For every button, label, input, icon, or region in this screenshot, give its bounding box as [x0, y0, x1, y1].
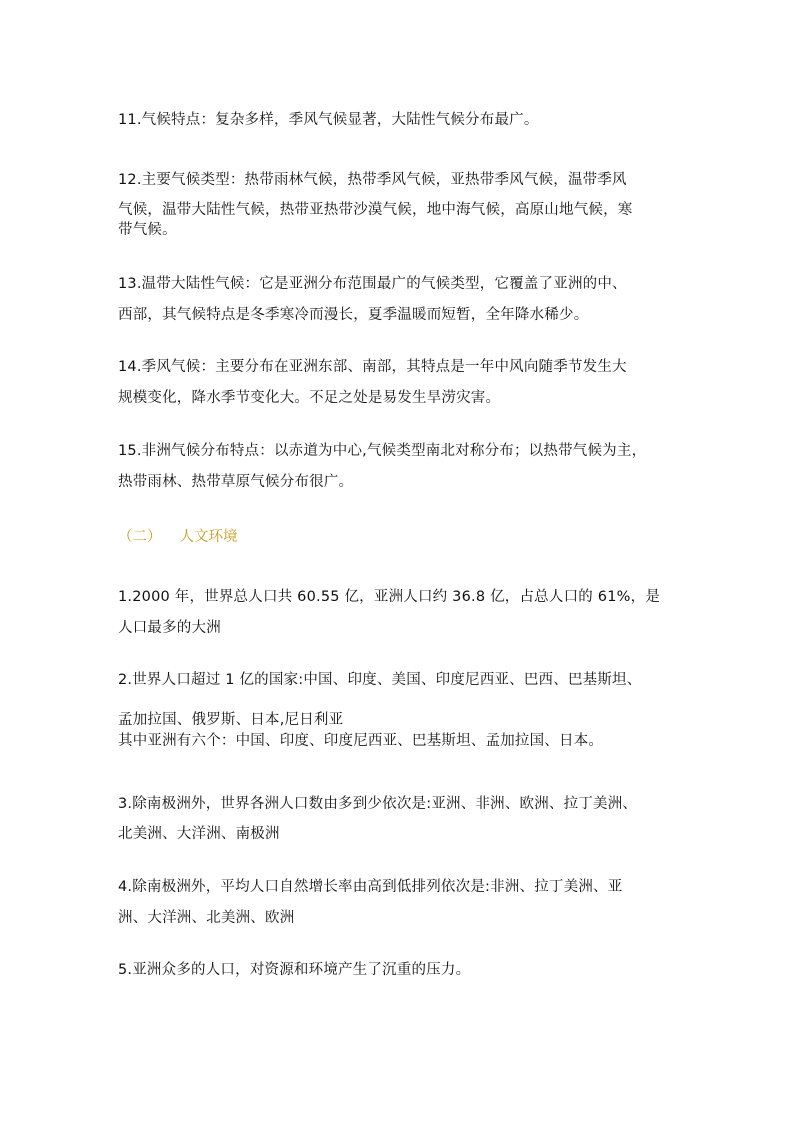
paragraph-h3 [118, 794, 698, 844]
paragraph-12-line-1: 12.主要气候类型：热带雨林气候，热带季风气候，亚热带季风气候，温带季风 [118, 172, 627, 188]
paragraph-13-line-1: 13.温带大陆性气候：它是亚洲分布范围最广的气候类型，它覆盖了亚洲的中、 [118, 276, 627, 292]
paragraph-15 [118, 441, 698, 492]
paragraph-h2-line-2: 孟加拉国、俄罗斯、日本,尼日利亚 [118, 712, 344, 728]
paragraph-h2-line-3: 其中亚洲有六个：中国、印度、印度尼西亚、巴基斯坦、孟加拉国、日本。 [118, 733, 604, 749]
paragraph-11 [118, 108, 698, 129]
paragraph-13 [118, 274, 698, 325]
section-number: （二） [118, 529, 162, 545]
section-heading [118, 525, 238, 546]
paragraph-14-line-1: 14.季风气候：主要分布在亚洲东部、南部，其特点是一年中风向随季节发生大 [118, 359, 627, 375]
paragraph-h4-line-1: 4.除南极洲外，平均人口自然增长率由高到低排列依次是:非洲、拉丁美洲、亚 [118, 879, 623, 895]
paragraph-12-line-3: 带气候。 [118, 222, 177, 238]
paragraph-14 [118, 357, 698, 408]
paragraph-h5 [118, 960, 698, 980]
paragraph-h5-line-1: 5.亚洲众多的人口，对资源和环境产生了沉重的压力。 [118, 962, 471, 978]
paragraph-h2-line-1: 2.世界人口超过 1 亿的国家:中国、印度、美国、印度尼西亚、巴西、巴基斯坦、 [118, 672, 642, 688]
paragraph-11-line-1: 11.气候特点：复杂多样，季风气候显著，大陆性气候分布最广。 [118, 112, 539, 128]
paragraph-15-line-2: 热带雨林、热带草原气候分布很广。 [118, 474, 354, 490]
section-title: 人文环境 [179, 529, 238, 545]
paragraph-h1 [118, 587, 698, 638]
paragraph-h1-line-2: 人口最多的大洲 [118, 620, 221, 636]
paragraph-h1-line-1: 1.2000 年，世界总人口共 60.55 亿，亚洲人口约 36.8 亿，占总人口的 61%，是 [118, 589, 661, 605]
paragraph-12 [118, 170, 698, 240]
paragraph-h3-line-2: 北美洲、大洋洲、南极洲 [118, 826, 280, 842]
paragraph-12-line-2: 气候，温带大陆性气候，热带亚热带沙漠气候，地中海气候，高原山地气候，寒 [118, 202, 633, 218]
paragraph-h2 [118, 670, 698, 751]
paragraph-14-line-2: 规模变化，降水季节变化大。不足之处是易发生旱涝灾害。 [118, 390, 501, 406]
paragraph-h4-line-2: 洲、大洋洲、北美洲、欧洲 [118, 910, 295, 926]
paragraph-13-line-2: 西部，其气候特点是冬季寒冷而漫长，夏季温暖而短暂，全年降水稀少。 [118, 307, 589, 323]
paragraph-15-line-1: 15.非洲气候分布特点：以赤道为中心,气候类型南北对称分布；以热带气候为主， [118, 443, 647, 459]
paragraph-h3-line-1: 3.除南极洲外，世界各洲人口数由多到少依次是:亚洲、非洲、欧洲、拉丁美洲、 [118, 796, 638, 812]
paragraph-h4 [118, 877, 698, 928]
